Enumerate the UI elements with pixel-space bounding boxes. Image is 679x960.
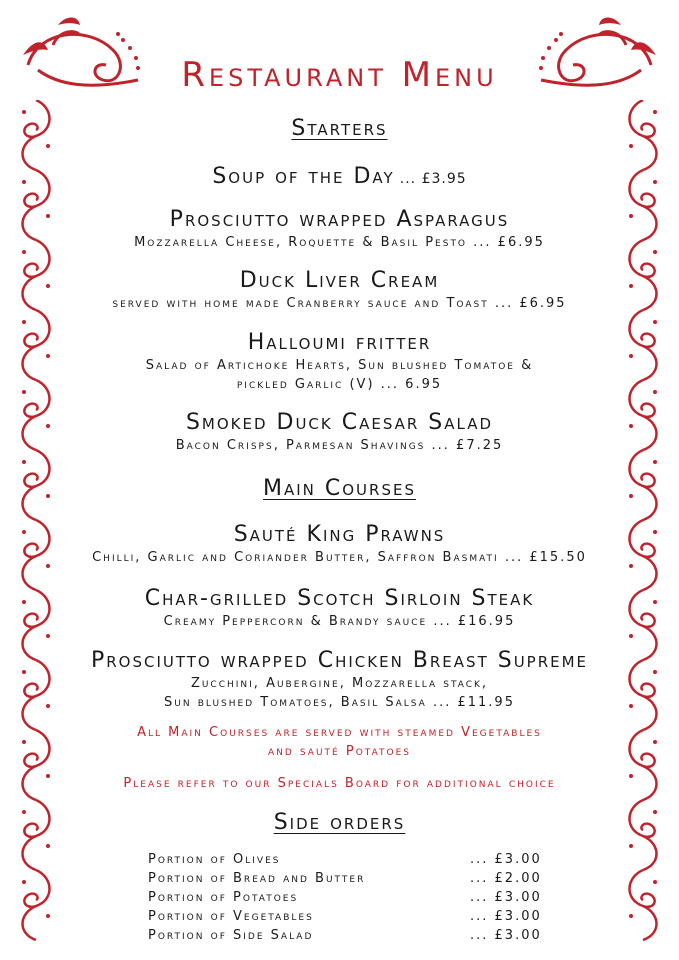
dish-description: Chilli, Garlic and Coriander Butter, Saffron Basmati ... £15.50: [92, 550, 587, 565]
side-name: Portion of Side Salad: [148, 928, 314, 943]
side-name: Portion of Vegetables: [148, 909, 314, 924]
main-item: [0, 586, 679, 631]
mains-note-line1: All Main Courses are served with steamed Vegetables: [137, 725, 542, 740]
main-item: [0, 522, 679, 567]
dish-description: served with home made Cranberry sauce and Toast ... £6.95: [112, 296, 567, 311]
list-item: [148, 850, 558, 869]
dish-name: Prosciutto wrapped Chicken Breast Supreme: [90, 648, 589, 673]
dish-description: Salad of Artichoke Hearts, Sun blushed Tomatoe &: [145, 358, 534, 373]
specials-note-text: Please refer to our Specials Board for additional choice: [123, 776, 556, 791]
starter-item: [0, 164, 679, 192]
dish-description: Creamy Peppercorn & Brandy sauce ... £16.95: [163, 614, 516, 629]
dish-name: Halloumi fritter: [247, 330, 432, 355]
specials-note: [0, 774, 679, 793]
sides-heading: Side orders: [273, 810, 406, 835]
dish-name: Sauté King Prawns: [233, 522, 446, 547]
dish-name: Prosciutto wrapped Asparagus: [169, 207, 510, 232]
side-price: ... £2.00: [470, 871, 542, 886]
dish-description: Mozzarella Cheese, Roquette & Basil Pesto ... £6.95: [134, 235, 545, 250]
list-item: [148, 888, 558, 907]
side-name: Portion of Potatoes: [148, 890, 299, 905]
starter-item: [0, 330, 679, 394]
list-item: [148, 869, 558, 888]
side-price: ... £3.00: [470, 909, 542, 924]
mains-note-line2: and sauté Potatoes: [267, 744, 412, 759]
dish-price: ... £3.95: [399, 171, 467, 187]
starter-item: [0, 207, 679, 252]
main-item: [0, 648, 679, 712]
starters-heading-wrap: [0, 116, 679, 141]
dish-name: Duck Liver Cream: [239, 268, 440, 293]
side-price: ... £3.00: [470, 928, 542, 943]
side-price: ... £3.00: [470, 890, 542, 905]
sides-heading-wrap: [0, 810, 679, 835]
dish-name: Char-grilled Scotch Sirloin Steak: [144, 586, 535, 611]
side-name: Portion of Olives: [148, 852, 281, 867]
dish-description: Zucchini, Aubergine, Mozzarella stack,: [190, 676, 489, 691]
list-item: [148, 926, 558, 945]
side-orders-list: [148, 850, 558, 945]
list-item: [148, 907, 558, 926]
dish-description: Bacon Crisps, Parmesan Shavings ... £7.25: [175, 438, 504, 453]
dish-name: Smoked Duck Caesar Salad: [185, 410, 494, 435]
mains-heading: Main Courses: [263, 476, 416, 501]
starter-item: [0, 268, 679, 313]
dish-description-line2: Sun blushed Tomatoes, Basil Salsa ... £11.95: [164, 695, 515, 710]
mains-heading-wrap: [0, 476, 679, 501]
starters-heading: Starters: [291, 116, 388, 141]
side-name: Portion of Bread and Butter: [148, 871, 366, 886]
starter-item: [0, 410, 679, 455]
side-price: ... £3.00: [470, 852, 542, 867]
dish-description-line2: pickled Garlic (V) ... 6.95: [236, 377, 443, 392]
dish-name: Soup of the Day: [212, 164, 395, 189]
menu-title: Restaurant Menu: [181, 55, 498, 95]
mains-note: [0, 723, 679, 761]
